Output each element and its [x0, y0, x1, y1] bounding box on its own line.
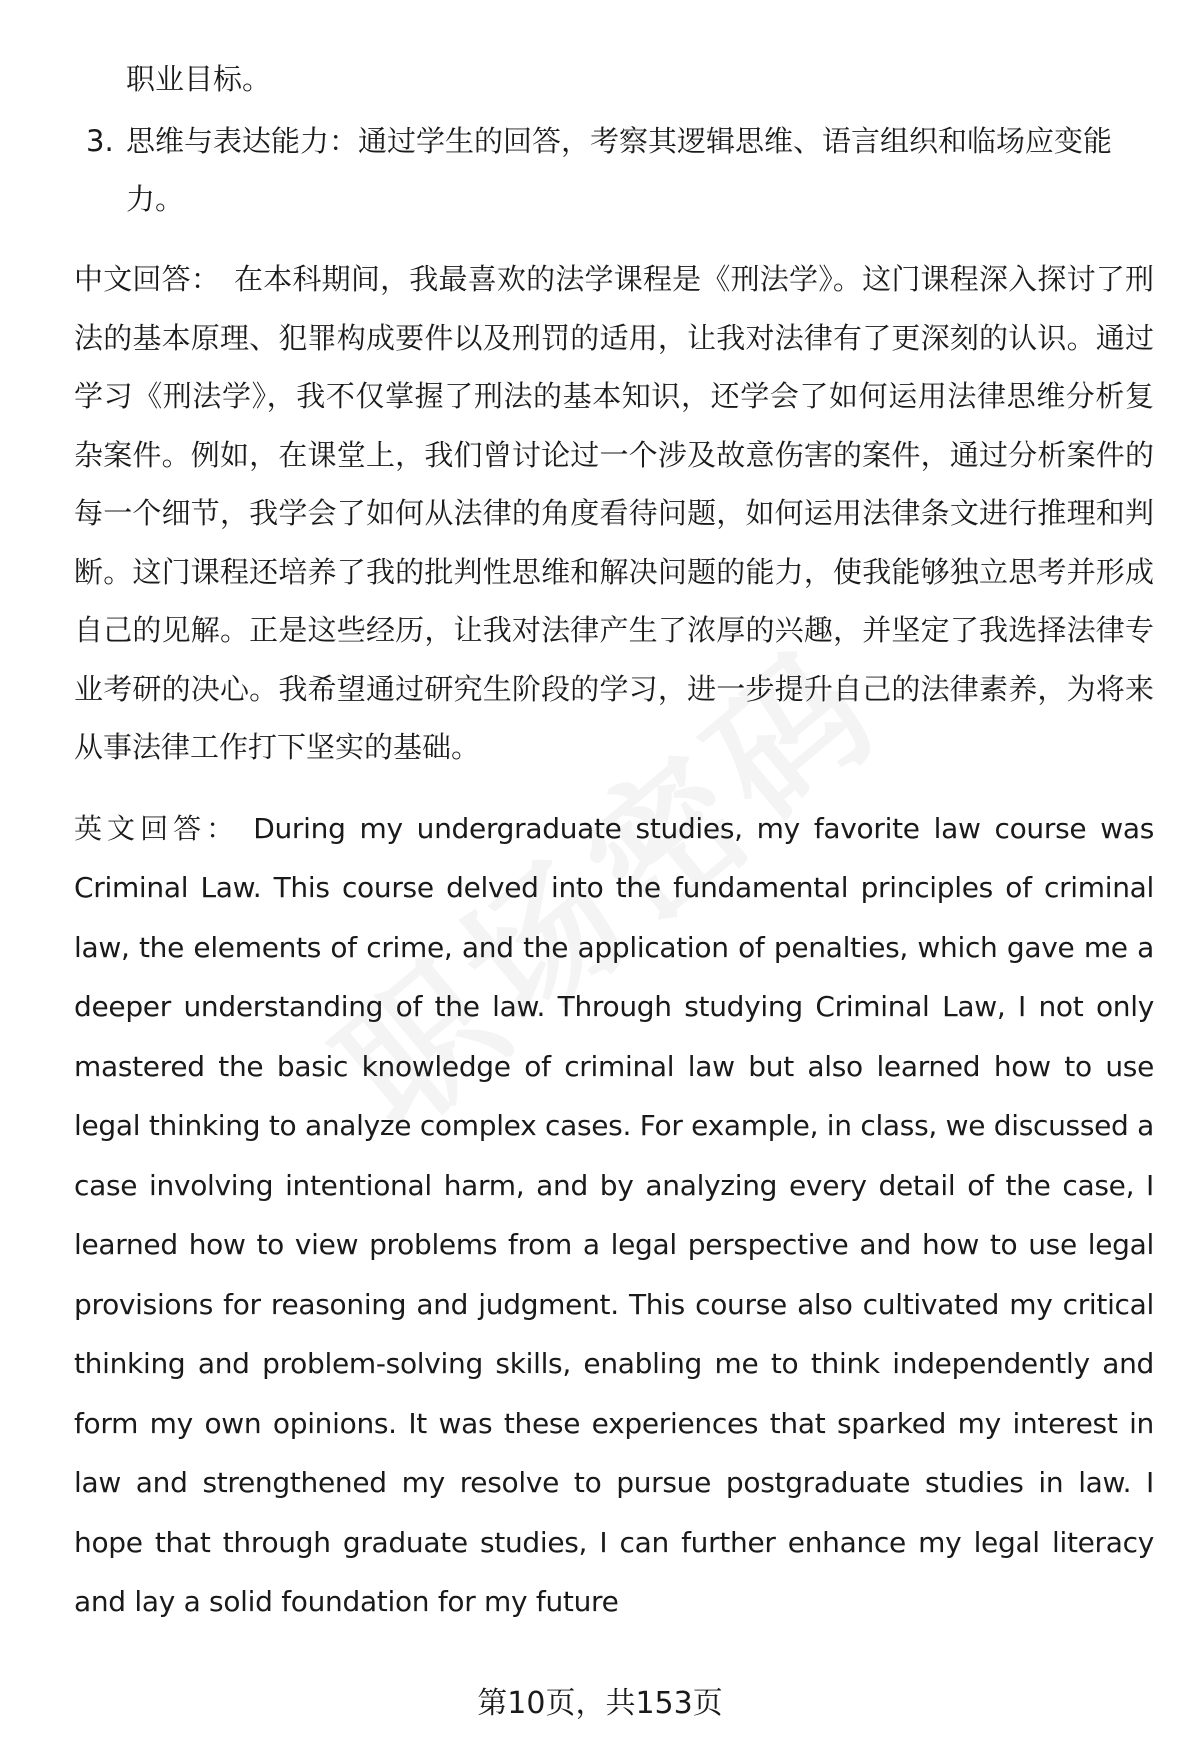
- chinese-answer-label: 中文回答：: [74, 262, 221, 296]
- list-item-3: [74, 112, 1154, 228]
- list-item-text: 思维与表达能力：通过学生的回答，考察其逻辑思维、语言组织和临场应变能力。: [126, 124, 1113, 216]
- english-answer-label: 英文回答：: [74, 811, 240, 845]
- chinese-answer-paragraph: [74, 250, 1154, 777]
- page-content: [74, 50, 1154, 1632]
- english-answer-paragraph: [74, 799, 1154, 1632]
- page-number: 第10页，共153页: [477, 1686, 723, 1721]
- chinese-answer-text: 在本科期间，我最喜欢的法学课程是《刑法学》。这门课程深入探讨了刑法的基本原理、犯罪构成要件以及刑罚的适用，让我对法律有了更深刻的认识。通过学习《刑法学》，我不仅掌握了刑法的基本知识，还学会了如何运用法律思维分析复杂案件。例如，在课堂上，我们曾讨论过一个涉及故意伤害的案件，通过分析案件的每一个细节，我学会了如何从法律的角度看待问题，如何运用法律条文进行推理和判断。这门课程还培养了我的批判性思维和解决问题的能力，使我能够独立思考并形成自己的见解。正是这些经历，让我对法律产生了浓厚的兴趣，并坚定了我选择法律专业考研的决心。我希望通过研究生阶段的学习，进一步提升自己的法律素养，为将来从事法律工作打下坚实的基础。: [74, 262, 1154, 764]
- english-answer-text: During my undergraduate studies, my favorite law course was Criminal Law. This course delved into the fundamental principles of criminal law, the elements of crime, and the application of penalties, which gave me a deeper understanding of the law. Through studying Criminal Law, I not only mastered the basic knowledge of criminal law but also learned how to use legal thinking to analyze complex cases. For example, in class, we discussed a case involving intentional harm, and by analyzing every detail of the case, I learned how to view problems from a legal perspective and how to use legal provisions for reasoning and judgment. This course also cultivated my critical thinking and problem-solving skills, enabling me to think independently and form my own opinions. It was these experiences that sparked my interest in law and strengthened my resolve to pursue postgraduate studies in law. I hope that through graduate studies, I can further enhance my legal literacy and lay a solid foundation for my future: [74, 811, 1154, 1618]
- list-number: 3.: [86, 124, 114, 158]
- list-item-continuation: 职业目标。: [126, 62, 272, 96]
